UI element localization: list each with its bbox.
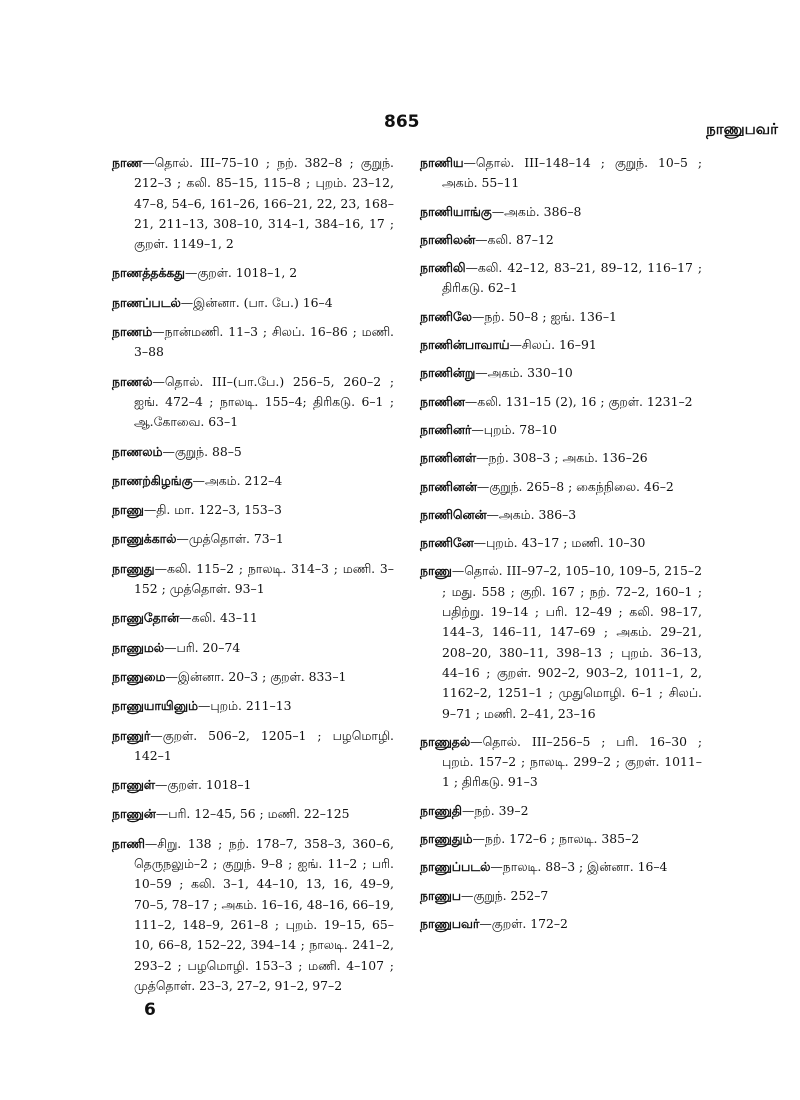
running-head: நாணுபவர்: [706, 120, 778, 138]
entry-headword: நாணுதும்: [420, 831, 473, 847]
entry-headword: நாணுது: [112, 560, 155, 576]
index-entry: [420, 258, 702, 299]
entry-references: —குறுந். 88–5: [162, 443, 242, 459]
entry-headword: நாணுதி: [420, 802, 462, 818]
entry-headword: நாணிலே: [420, 308, 472, 324]
index-entry: [112, 529, 394, 549]
index-entry: [112, 638, 394, 658]
entry-references: —சிறு. 138 ; நற். 178–7, 358–3, 360–6, தெருநலும்–2 ; குறுந். 9–8 ; ஐங். 11–2 ; பரி. 10–59 ; கலி. 3–1, 44–10, 13, 16, 49–9, 70–5, 78–17 ; அகம். 16–16, 48–16, 66–19, 111–2, 148–9, 261–8 ; புறம். 19–15, 65–10, 66–8, 152–22, 394–14 ; நாலடி. 241–2, 293–2 ; பழமொழி. 153–3 ; மணி. 4–107 ; முத்தொள். 23–3, 27–2, 91–2, 97–2: [134, 835, 394, 993]
entry-references: —குறுந். 252–7: [461, 887, 549, 903]
entry-references: —கலி. 87–12: [475, 231, 554, 247]
index-entry: [112, 471, 394, 491]
entry-headword: நாணத்தக்கது: [112, 265, 185, 281]
entry-references: —குறள். 1018–1: [155, 777, 252, 793]
index-entry: [420, 857, 702, 877]
entry-references: —நற். 172–6 ; நாலடி. 385–2: [472, 831, 640, 847]
entry-references: —புறம். 211–13: [197, 698, 292, 714]
entry-headword: நாணுப்படல்: [420, 859, 491, 875]
entry-references: —தி. மா. 122–3, 153–3: [143, 502, 282, 518]
index-entry: [112, 696, 394, 716]
index-entry: [420, 533, 702, 553]
entry-references: —அகம். 386–8: [491, 203, 582, 219]
entry-headword: நாணுதல்: [420, 733, 471, 749]
entry-references: —தொல். III–75–10 ; நற். 382–8 ; குறுந். 212–3 ; கலி. 85–15, 115–8 ; புறம். 23–12, 47–8, 54–6, 161–26, 166–21, 22, 23, 168–21, 211–13, 308–10, 314–1, 384–16, 17 ; குறள். 1149–1, 2: [134, 155, 394, 252]
index-entry: [112, 322, 394, 363]
entry-headword: நாணின்பாவாய்: [420, 337, 510, 353]
entry-headword: நாணிய: [420, 155, 464, 170]
left-column: [112, 153, 394, 1005]
entry-references: —குறள். 1018–1, 2: [184, 265, 298, 281]
index-entry: [112, 500, 394, 520]
entry-references: —நற். 50–8 ; ஐங். 136–1: [471, 308, 617, 324]
entry-references: —நற். 39–2: [461, 802, 529, 818]
index-entry: [420, 829, 702, 849]
index-entry: [112, 372, 394, 433]
index-entry: [112, 293, 394, 313]
index-entry: [112, 726, 394, 767]
index-entry: [112, 559, 394, 600]
index-entry: [112, 442, 394, 462]
entry-references: —நாலடி. 88–3 ; இன்னா. 16–4: [490, 859, 668, 875]
entry-headword: நாணுமை: [112, 668, 166, 684]
entry-references: —கலி. 131–15 (2), 16 ; குறள். 1231–2: [464, 393, 693, 409]
entry-headword: நாணுள்: [112, 777, 155, 793]
index-entry: [420, 153, 702, 194]
entry-references: —குறுந். 265–8 ; கைந்நிலை. 46–2: [476, 478, 674, 494]
entry-references: —தொல். III–97–2, 105–10, 109–5, 215–2 ; மது. 558 ; குறி. 167 ; நற். 72–2, 160–1 ; பதிற்று. 19–14 ; பரி. 12–49 ; கலி. 98–17, 144–3, 146–11, 147–69 ; அகம். 29–21, 208–20, 380–11, 398–13 ; புறம். 36–13, 44–16 ; குறள். 902–2, 903–2, 1011–1, 2, 1162–2, 1251–1 ; முதுமொழி. 6–1 ; சிலப். 9–71 ; மணி. 2–41, 23–16: [442, 563, 702, 721]
index-entry: [420, 307, 702, 327]
entry-references: —புறம். 43–17 ; மணி. 10–30: [473, 535, 646, 551]
entry-headword: நாணு: [420, 563, 452, 579]
index-entry: [420, 392, 702, 412]
entry-references: —நற். 308–3 ; அகம். 136–26: [476, 450, 648, 466]
index-entry: [420, 448, 702, 468]
entry-headword: நாணிலி: [420, 260, 466, 276]
entry-headword: நாணப்படல்: [112, 294, 181, 310]
index-entry: [420, 732, 702, 793]
index-entry: [112, 263, 394, 283]
entry-headword: நாணின: [420, 393, 465, 409]
entry-references: —பரி. 20–74: [164, 639, 241, 655]
entry-references: —அகம். 386–3: [486, 506, 577, 522]
entry-headword: நாணற்கிழங்கு: [112, 472, 193, 488]
entry-references: —குறள். 172–2: [479, 915, 568, 931]
entry-headword: நாணுமல்: [112, 639, 165, 655]
entry-headword: நாணினள்: [420, 450, 477, 466]
index-entry: [420, 420, 702, 440]
index-entry: [112, 804, 394, 824]
entry-headword: நாணினர்: [420, 421, 472, 437]
entry-headword: நாணல்: [112, 373, 153, 389]
entry-headword: நாணலம்: [112, 443, 163, 459]
entry-references: —புறம். 78–10: [471, 421, 557, 437]
entry-headword: நாணுப: [420, 887, 462, 903]
entry-references: —இன்னா. 20–3 ; குறள். 833–1: [165, 668, 347, 684]
entry-references: —குறள். 506–2, 1205–1 ; பழமொழி. 142–1: [134, 727, 394, 763]
entry-references: —கலி. 43–11: [179, 610, 258, 626]
entry-headword: நாணியாங்கு: [420, 203, 492, 219]
entry-references: —முத்தொள். 73–1: [176, 531, 284, 547]
entry-references: —தொல். III–256–5 ; பரி. 16–30 ; புறம். 157–2 ; நாலடி. 299–2 ; குறள். 1011–1 ; திரிகடு. 91–3: [442, 733, 702, 790]
index-entry: [420, 561, 702, 723]
index-entry: [112, 667, 394, 687]
entry-headword: நாணுன்: [112, 806, 156, 822]
index-entry: [420, 801, 702, 821]
index-entry: [420, 230, 702, 250]
signature-mark: 6: [144, 1000, 156, 1020]
entry-references: —கலி. 42–12, 83–21, 89–12, 116–17 ; திரிகடு. 62–1: [442, 260, 702, 296]
entry-headword: நாணுபவர்: [420, 915, 480, 931]
index-entry: [112, 608, 394, 628]
entry-headword: நாணினன்: [420, 478, 477, 494]
index-entry: [420, 886, 702, 906]
entry-headword: நாணின்று: [420, 365, 476, 381]
index-entry: [112, 834, 394, 996]
entry-references: —அகம். 330–10: [475, 365, 573, 381]
index-entry: [420, 335, 702, 355]
entry-references: —அகம். 212–4: [192, 472, 283, 488]
entry-headword: நாண: [112, 155, 143, 170]
entry-references: —இன்னா. (பா. பே.) 16–4: [180, 294, 333, 310]
entry-headword: நாணுர்: [112, 727, 151, 743]
index-entry: [420, 477, 702, 497]
entry-headword: நாணம்: [112, 324, 153, 340]
index-entry: [420, 363, 702, 383]
index-entry: [420, 914, 702, 934]
page-number: 865: [384, 112, 420, 132]
entry-references: —தொல். III–(பா.பே.) 256–5, 260–2 ; ஐங். 472–4 ; நாலடி. 155–4; திரிகடு. 6–1 ; ஆ.கோவை. 63–1: [134, 373, 394, 430]
index-entry: [112, 775, 394, 795]
entry-references: —தொல். III–148–14 ; குறுந். 10–5 ; அகம். 55–11: [442, 155, 702, 191]
entry-references: —சிலப். 16–91: [509, 337, 597, 353]
entry-headword: நாணு: [112, 502, 144, 518]
entry-references: —பரி. 12–45, 56 ; மணி. 22–125: [155, 806, 350, 822]
index-entry: [112, 153, 394, 254]
entry-headword: நாணிலன்: [420, 231, 476, 247]
entry-references: —கலி. 115–2 ; நாலடி. 314–3 ; மணி. 3–152 ; முத்தொள். 93–1: [134, 560, 394, 597]
entry-headword: நாணுக்கால்: [112, 531, 177, 547]
index-entry: [420, 202, 702, 222]
entry-headword: நாணி: [112, 835, 145, 851]
entry-headword: நாணுதோன்: [112, 610, 180, 626]
entry-headword: நாணினென்: [420, 506, 487, 522]
entry-headword: நாணினே: [420, 535, 474, 551]
index-entry: [420, 505, 702, 525]
right-column: [420, 153, 702, 942]
entry-references: —நான்மணி. 11–3 ; சிலப். 16–86 ; மணி. 3–88: [134, 324, 394, 360]
entry-headword: நாணுயாயினும்: [112, 698, 198, 714]
